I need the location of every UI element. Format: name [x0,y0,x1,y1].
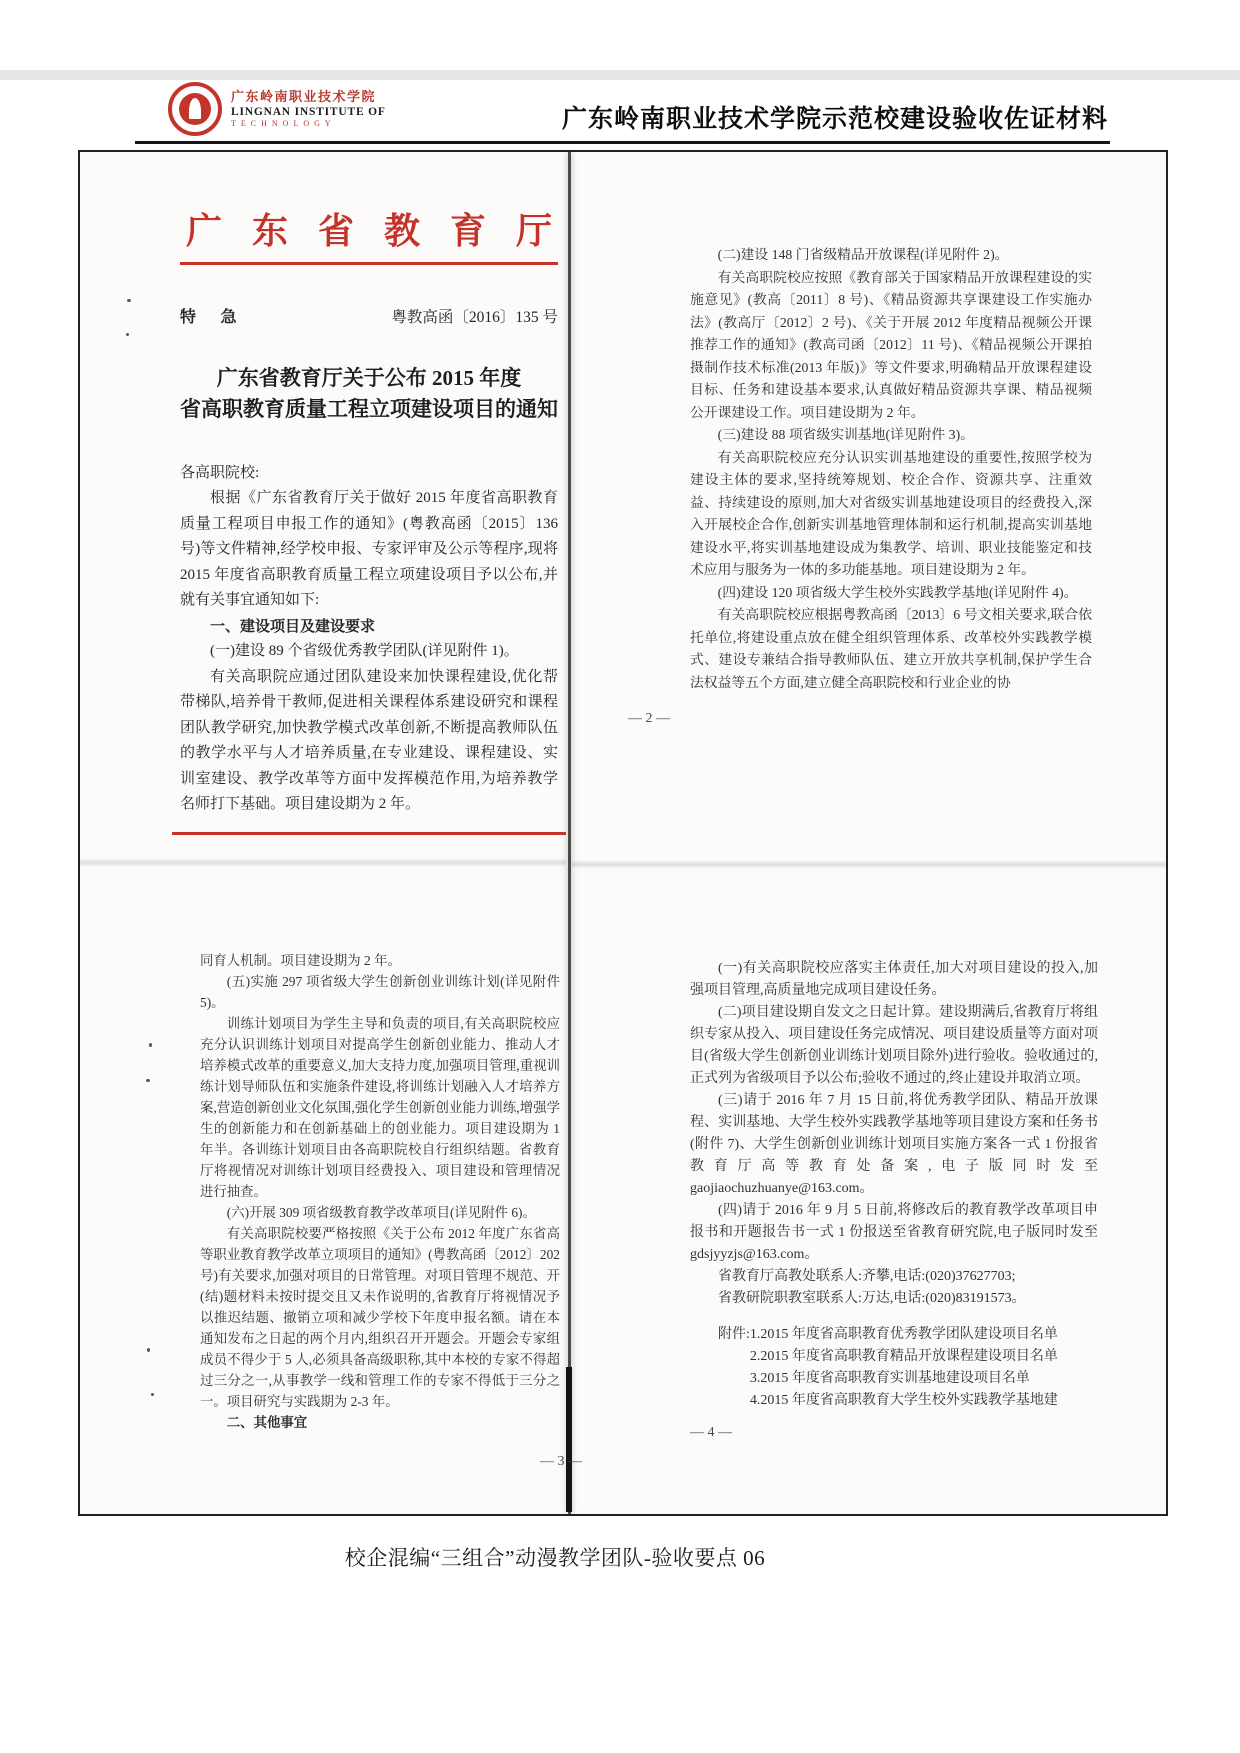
paragraph: (二)项目建设期自发文之日起计算。建设期满后,省教育厅将组织专家从投入、项目建设任务完成情况、项目建设质量等方面对项目(省级大学生创新创业训练计划项目除外)进行验收。验收通过的,正式列为省级项目予以公布;验收不通过的,终止建设并取消立项。 [690,1005,1098,1086]
item-line: (六)开展 309 项省级教育教学改革项目(详见附件 6)。 [226,1205,536,1220]
scan-speck [146,1079,150,1082]
paragraph: (一)有关高职院校应落实主体责任,加大对项目建设的投入,加强项目管理,高质量地完成项目建设任务。 [690,961,1098,998]
doc-page-1 [180,210,582,835]
paragraph: 同育人机制。项目建设期为 2 年。 [200,953,401,968]
page-title: 广东岭南职业技术学院示范校建设验收佐证材料 [561,105,1108,133]
scan-speck [147,1348,150,1352]
college-logo [168,82,386,136]
doc-title-line-1: 广东省教育厅关于公布 2015 年度 [216,365,522,390]
scan-speck [149,1043,152,1047]
doc-page-3 [200,950,582,1472]
page-fold-seam-dark-segment [566,1367,572,1512]
college-seal-icon [168,82,222,136]
page-edge-shadow-left [80,858,566,867]
attachments-list [750,1324,1098,1412]
section-heading-1: 一、建设项目及建设要求 [210,617,376,635]
attachments-block [690,1324,1098,1412]
paragraph: 有关高职院应通过团队建设来加快课程建设,优化帮带梯队,培养骨干教师,促进相关课程体系建设研究和课程团队教学研究,加快教学模式改革创新,不断提高教师队伍的教学水平与人才培养质量,在专业建设、课程建设、实训室建设、教学改革等方面中发挥模范作用,为培养教学名师打下基础。项目建设期为 2 年。 [180,668,558,812]
college-logo-text [231,89,386,130]
item-line: (五)实施 297 项省级大学生创新创业训练计划(详见附件 5)。 [200,974,560,1010]
paragraph: 有关高职院校应充分认识实训基地建设的重要性,按照学校为建设主体的要求,坚持统筹规划、校企合作、资源共享、注重效益、持续建设的原则,加大对省级实训基地建设项目的经费投入,深入开展校企合作,创新实训基地管理体制和运行机制,提高实训基地建设水平,将实训基地建设成为集教学、培训、职业技能鉴定和技术应用与服务为一体的多功能基地。项目建设期为 2 年。 [690,449,1092,577]
attachment-item: 1.2015 年度省高职教育优秀教学团队建设项目名单 [749,1327,1058,1342]
scan-speck [126,333,129,336]
header-rule [135,141,1110,144]
paragraph: 根据《广东省教育厅关于做好 2015 年度省高职教育质量工程项目申报工作的通知》(粤教高函〔2015〕136 号)等文件精神,经学校申报、专家评审及公示等程序,现将 2015 年度省高职教育质量工程立项建设项目予以公布,并就有关事宜通知如下: [180,490,558,608]
paragraph: 有关高职院校应根据粤教高函〔2013〕6 号文相关要求,联合依托单位,将建设重点放在健全组织管理体系、改革校外实践教学模式、建设专兼结合指导教师队伍、建立开放共享机制,保护学生合法权益等五个方面,建立健全高职院校和行业企业的协 [690,607,1092,690]
doc-page-2 [628,244,1092,731]
document-number: 粤教高函〔2016〕135 号 [391,309,558,326]
page-fold-seam [568,152,571,1514]
scanned-document [78,150,1168,1516]
attachment-item: 3.2015 年度省高职教育实训基地建设项目名单 [749,1371,1030,1386]
scan-speck [127,299,131,302]
paragraph: 有关高职院校要严格按照《关于公布 2012 年度广东省高等职业教育教学改革立项项目的通知》(粤教高函〔2012〕202 号)有关要求,加强对项目的日常管理。对项目管理不规范、开(结)题材料未按时提交且又未作说明的,省教育厅将视情况予以推迟结题、撤销立项和减少学校下年度申报名额。请在本通知发布之日起的两个月内,组织召开开题会。开题会专家组成员不得少于 5 人,必须具备高级职称,其中本校的专家不得超过三分之一,从事教学一线和管理工作的专家不得低于三分之一。项目研究与实践期为 2-3 年。 [200,1226,560,1409]
page-number: — 3 — [540,1454,582,1469]
attachments-label: 附件: [718,1327,750,1342]
college-name-en-line1: LINGNAN INSTITUTE OF [231,105,386,118]
red-bottom-rule [172,832,566,835]
scan-speck [151,1393,154,1396]
item-line: (一)建设 89 个省级优秀教学团队(详见附件 1)。 [210,643,519,659]
doc-title [180,363,558,425]
scanner-gray-band [0,70,1240,80]
section-heading-2: 二、其他事宜 [226,1415,308,1430]
attachment-item: 2.2015 年度省高职教育精品开放课程建设项目名单 [749,1349,1058,1364]
footer-caption: 校企混编“三组合”动漫教学团队-验收要点 06 [344,1546,766,1570]
item-line: (四)建设 120 项省级大学生校外实践教学基地(详见附件 4)。 [717,584,1078,600]
college-name-en-line2: TECHNOLOGY [231,119,336,129]
item-line: (二)建设 148 门省级精品开放课程(详见附件 2)。 [717,247,1009,262]
page-number: — 4 — [690,1425,732,1440]
contact-line: 省教育厅高教处联系人:齐攀,电话:(020)37627703; [718,1269,1016,1284]
page-number: — 2 — [628,711,670,726]
page-edge-shadow-right [572,860,1166,869]
paragraph: (四)请于 2016 年 9 月 5 日前,将修改后的教育教学改革项目申报书和开题报告书一式 1 份报送至省教育研究院,电子版同时发至 gdsjyyzjs@163.com。 [690,1203,1098,1262]
doc-title-line-2: 省高职教育质量工程立项建设项目的通知 [180,396,558,421]
paragraph: 训练计划项目为学生主导和负责的项目,有关高职院校应充分认识训练计划项目对提高学生创新创业能力、推动人才培养模式改革的重要意义,加大支持力度,加强项目管理,重视训练计划导师队伍和实施条件建设,将训练计划融入人才培养方案,营造创新创业文化氛围,强化学生创新创业能力训练,增强学生的创新能力和在创新基础上的创业能力。项目建设期为 1 年半。各训练计划项目由各高职院校自行组织结题。省教育厅将视情况对训练计划项目经费投入、项目建设和管理情况进行抽查。 [200,1016,560,1199]
doc-page-4 [690,958,1098,1444]
agency-name: 广东省教育厅 [185,211,582,251]
paragraph: (三)请于 2016 年 7 月 15 日前,将优秀教学团队、精品开放课程、实训基地、大学生校外实践教学基地等项目建设方案和任务书(附件 7)、大学生创新创业训练计划项目实施方案各一式 1 份报省教育厅高等教育处备案,电子版同时发至 gaojiaochuzhuanye@163.com。 [690,1093,1098,1196]
item-line: (三)建设 88 项省级实训基地(详见附件 3)。 [717,427,974,442]
urgency-label: 特 急 [180,309,247,326]
attachment-item: 4.2015 年度省高职教育大学生校外实践教学基地建 [749,1393,1058,1408]
salutation: 各高职院校: [180,464,260,481]
red-separator-rule [180,262,558,265]
doc-meta-row [180,305,558,331]
paragraph: 有关高职院校应按照《教育部关于国家精品开放课程建设的实施意见》(教高〔2011〕8 号)、《精品资源共享课建设工作实施办法》(教高厅〔2012〕2 号)、《关于开展 2012 年度精品视频公开课推荐工作的通知》(教高司函〔2012〕11 号)、《精品视频公开课拍摄制作技术标准(2013 年版)》等文件要求,明确精品开放课程建设目标、任务和建设基本要求,认真做好精品资源共享课、精品视频公开课建设工作。项目建设期为 2 年。 [690,269,1092,420]
college-name-cn: 广东岭南职业技术学院 [231,88,377,104]
contact-line: 省教研院职教室联系人:万达,电话:(020)83191573。 [718,1291,1026,1306]
